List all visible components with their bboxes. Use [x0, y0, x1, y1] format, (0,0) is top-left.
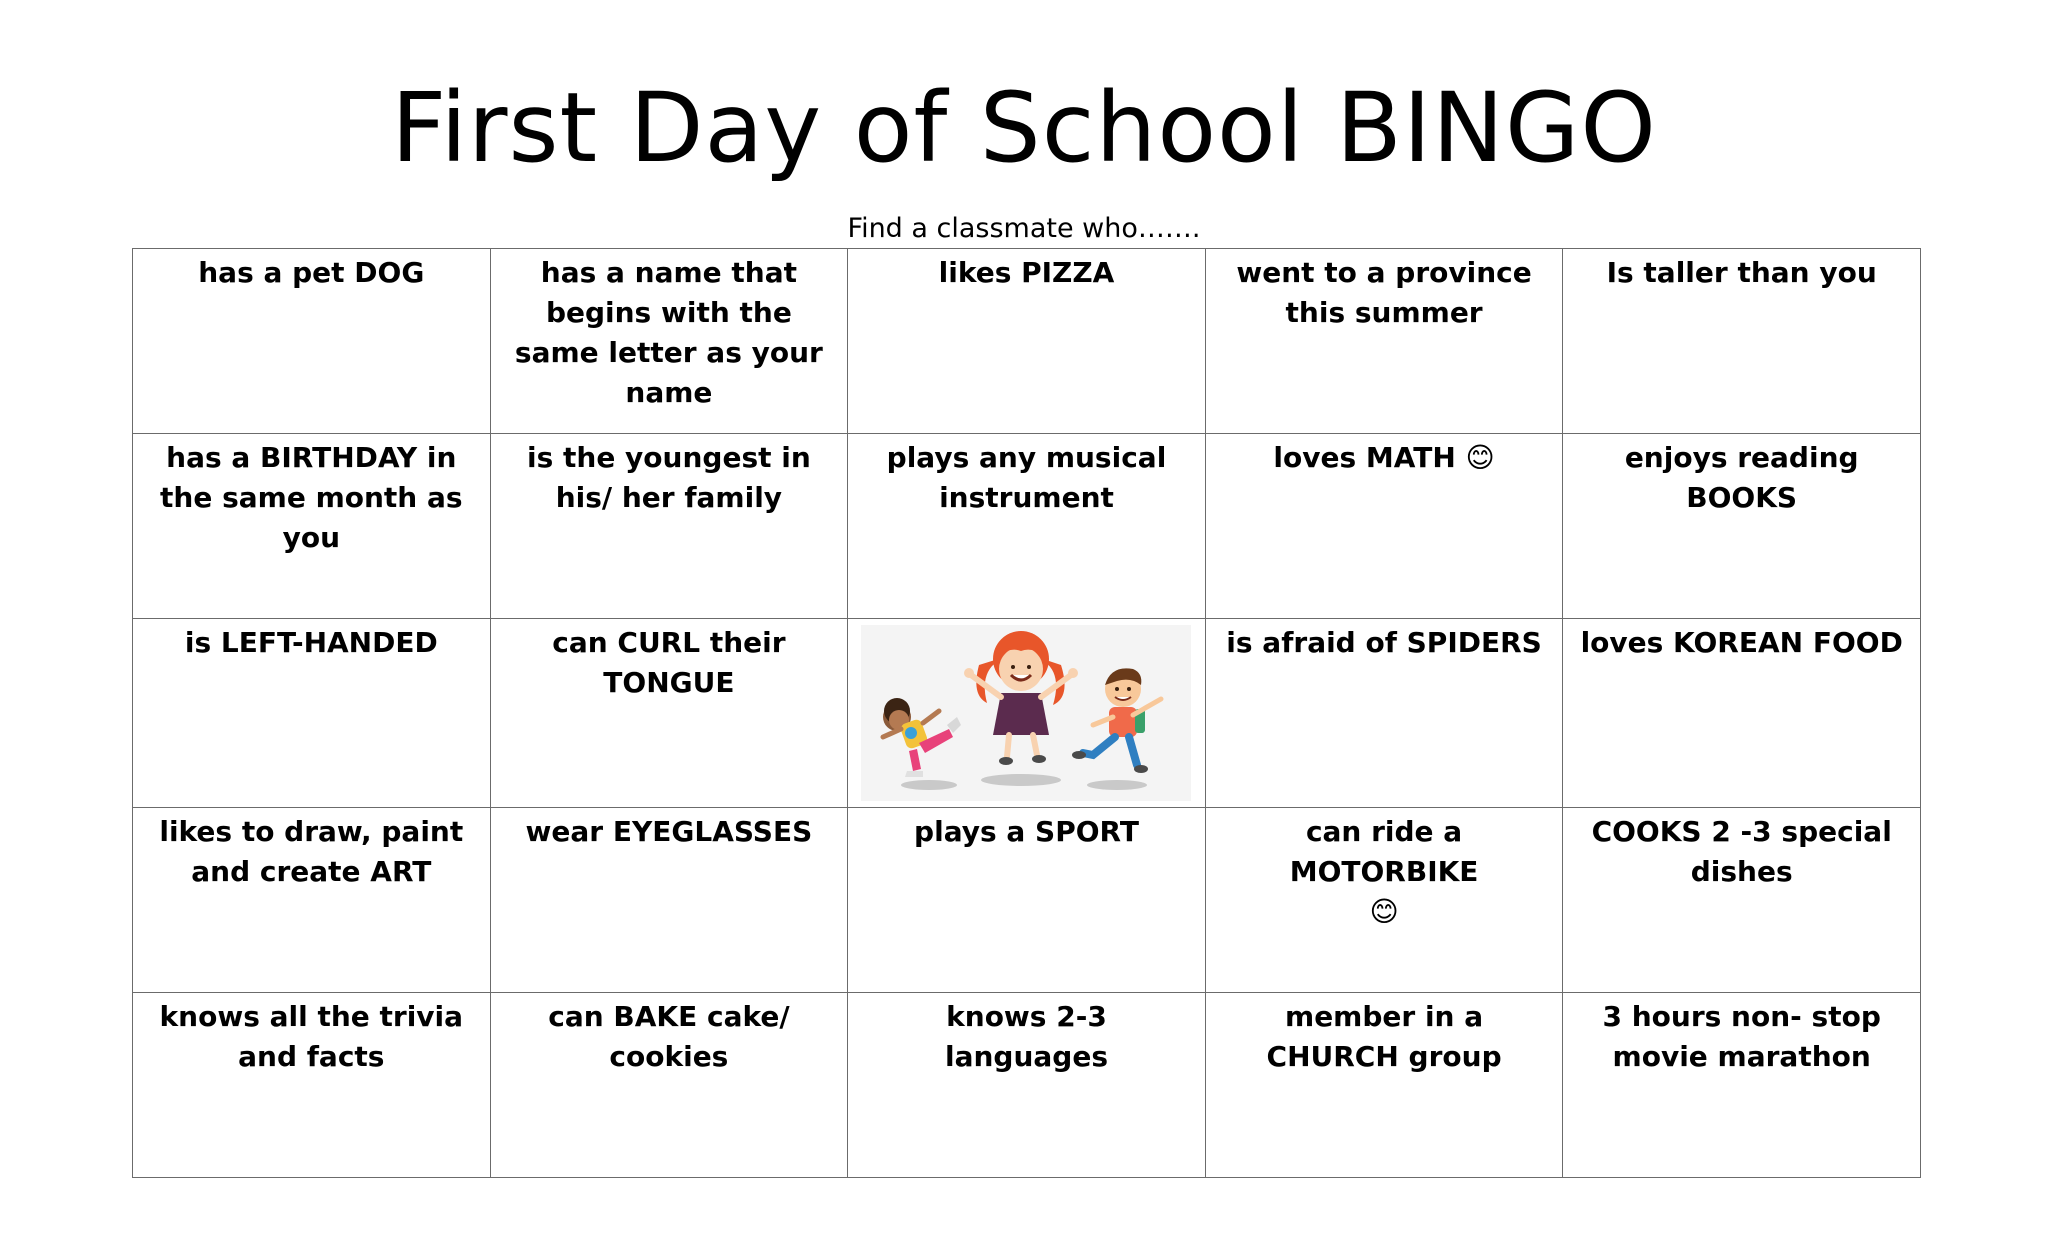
cell-text: likes to draw, paint and create ART [159, 815, 464, 888]
page-title: First Day of School BINGO [391, 72, 1657, 184]
cell-text: plays any musical instrument [886, 441, 1167, 514]
cell-text: is LEFT-HANDED [184, 626, 438, 659]
smiley-icon: 😊 [1465, 441, 1495, 474]
cell-text: enjoys reading BOOKS [1624, 441, 1859, 514]
bingo-cell[interactable] [1563, 249, 1921, 434]
grid-row-4 [133, 808, 1921, 993]
cell-text: Is taller than you [1606, 256, 1877, 289]
jumping-children-illustration [861, 625, 1191, 801]
cell-text: plays a SPORT [914, 815, 1139, 848]
bingo-grid [132, 248, 1921, 1178]
bingo-cell[interactable] [490, 619, 848, 808]
bingo-cell[interactable] [133, 434, 491, 619]
grid-row-2 [133, 434, 1921, 619]
cell-text: went to a province this summer [1236, 256, 1532, 329]
bingo-cell[interactable] [1205, 434, 1563, 619]
bingo-cell[interactable] [1563, 808, 1921, 993]
cell-text: loves KOREAN FOOD [1580, 626, 1903, 659]
cell-text: can CURL their TONGUE [552, 626, 786, 699]
cell-text: has a BIRTHDAY in the same month as you [160, 441, 463, 554]
bingo-cell[interactable] [490, 808, 848, 993]
cell-text: is afraid of SPIDERS [1226, 626, 1542, 659]
smiley-icon: 😊 [1369, 895, 1399, 928]
bingo-cell[interactable] [848, 993, 1206, 1178]
cell-text: is the youngest in his/ her family [526, 441, 811, 514]
bingo-cell[interactable] [1563, 434, 1921, 619]
bingo-cell[interactable] [1205, 808, 1563, 993]
bingo-cell[interactable] [1205, 249, 1563, 434]
bingo-cell[interactable] [490, 434, 848, 619]
grid-row-1 [133, 249, 1921, 434]
grid-row-3 [133, 619, 1921, 808]
cell-text: likes PIZZA [938, 256, 1115, 289]
bingo-cell[interactable] [133, 993, 491, 1178]
cell-text: can BAKE cake/ cookies [548, 1000, 790, 1073]
page-subtitle: Find a classmate who……. [847, 213, 1201, 244]
bingo-cell[interactable] [490, 249, 848, 434]
bingo-cell[interactable] [133, 249, 491, 434]
cell-text: member in a CHURCH group [1266, 1000, 1502, 1073]
bingo-cell[interactable] [1205, 993, 1563, 1178]
free-space-cell [848, 619, 1206, 808]
cell-text: COOKS 2 -3 special dishes [1591, 815, 1892, 888]
cell-text: has a name that begins with the same letter as your name [514, 256, 823, 409]
bingo-cell[interactable] [490, 993, 848, 1178]
grid-row-5 [133, 993, 1921, 1178]
bingo-cell[interactable] [848, 249, 1206, 434]
cell-text: 3 hours non- stop movie marathon [1602, 1000, 1881, 1073]
bingo-cell[interactable] [1205, 619, 1563, 808]
bingo-cell[interactable] [848, 434, 1206, 619]
bingo-cell[interactable] [133, 619, 491, 808]
cell-text: can ride a MOTORBIKE [1289, 815, 1479, 888]
bingo-cell[interactable] [848, 808, 1206, 993]
bingo-cell[interactable] [133, 808, 491, 993]
cell-text: wear EYEGLASSES [525, 815, 813, 848]
cell-text: knows all the trivia and facts [159, 1000, 464, 1073]
cell-text: knows 2-3 languages [944, 1000, 1108, 1073]
bingo-cell[interactable] [1563, 619, 1921, 808]
cell-text: loves MATH [1273, 441, 1456, 474]
cell-text: has a pet DOG [198, 256, 425, 289]
bingo-cell[interactable] [1563, 993, 1921, 1178]
